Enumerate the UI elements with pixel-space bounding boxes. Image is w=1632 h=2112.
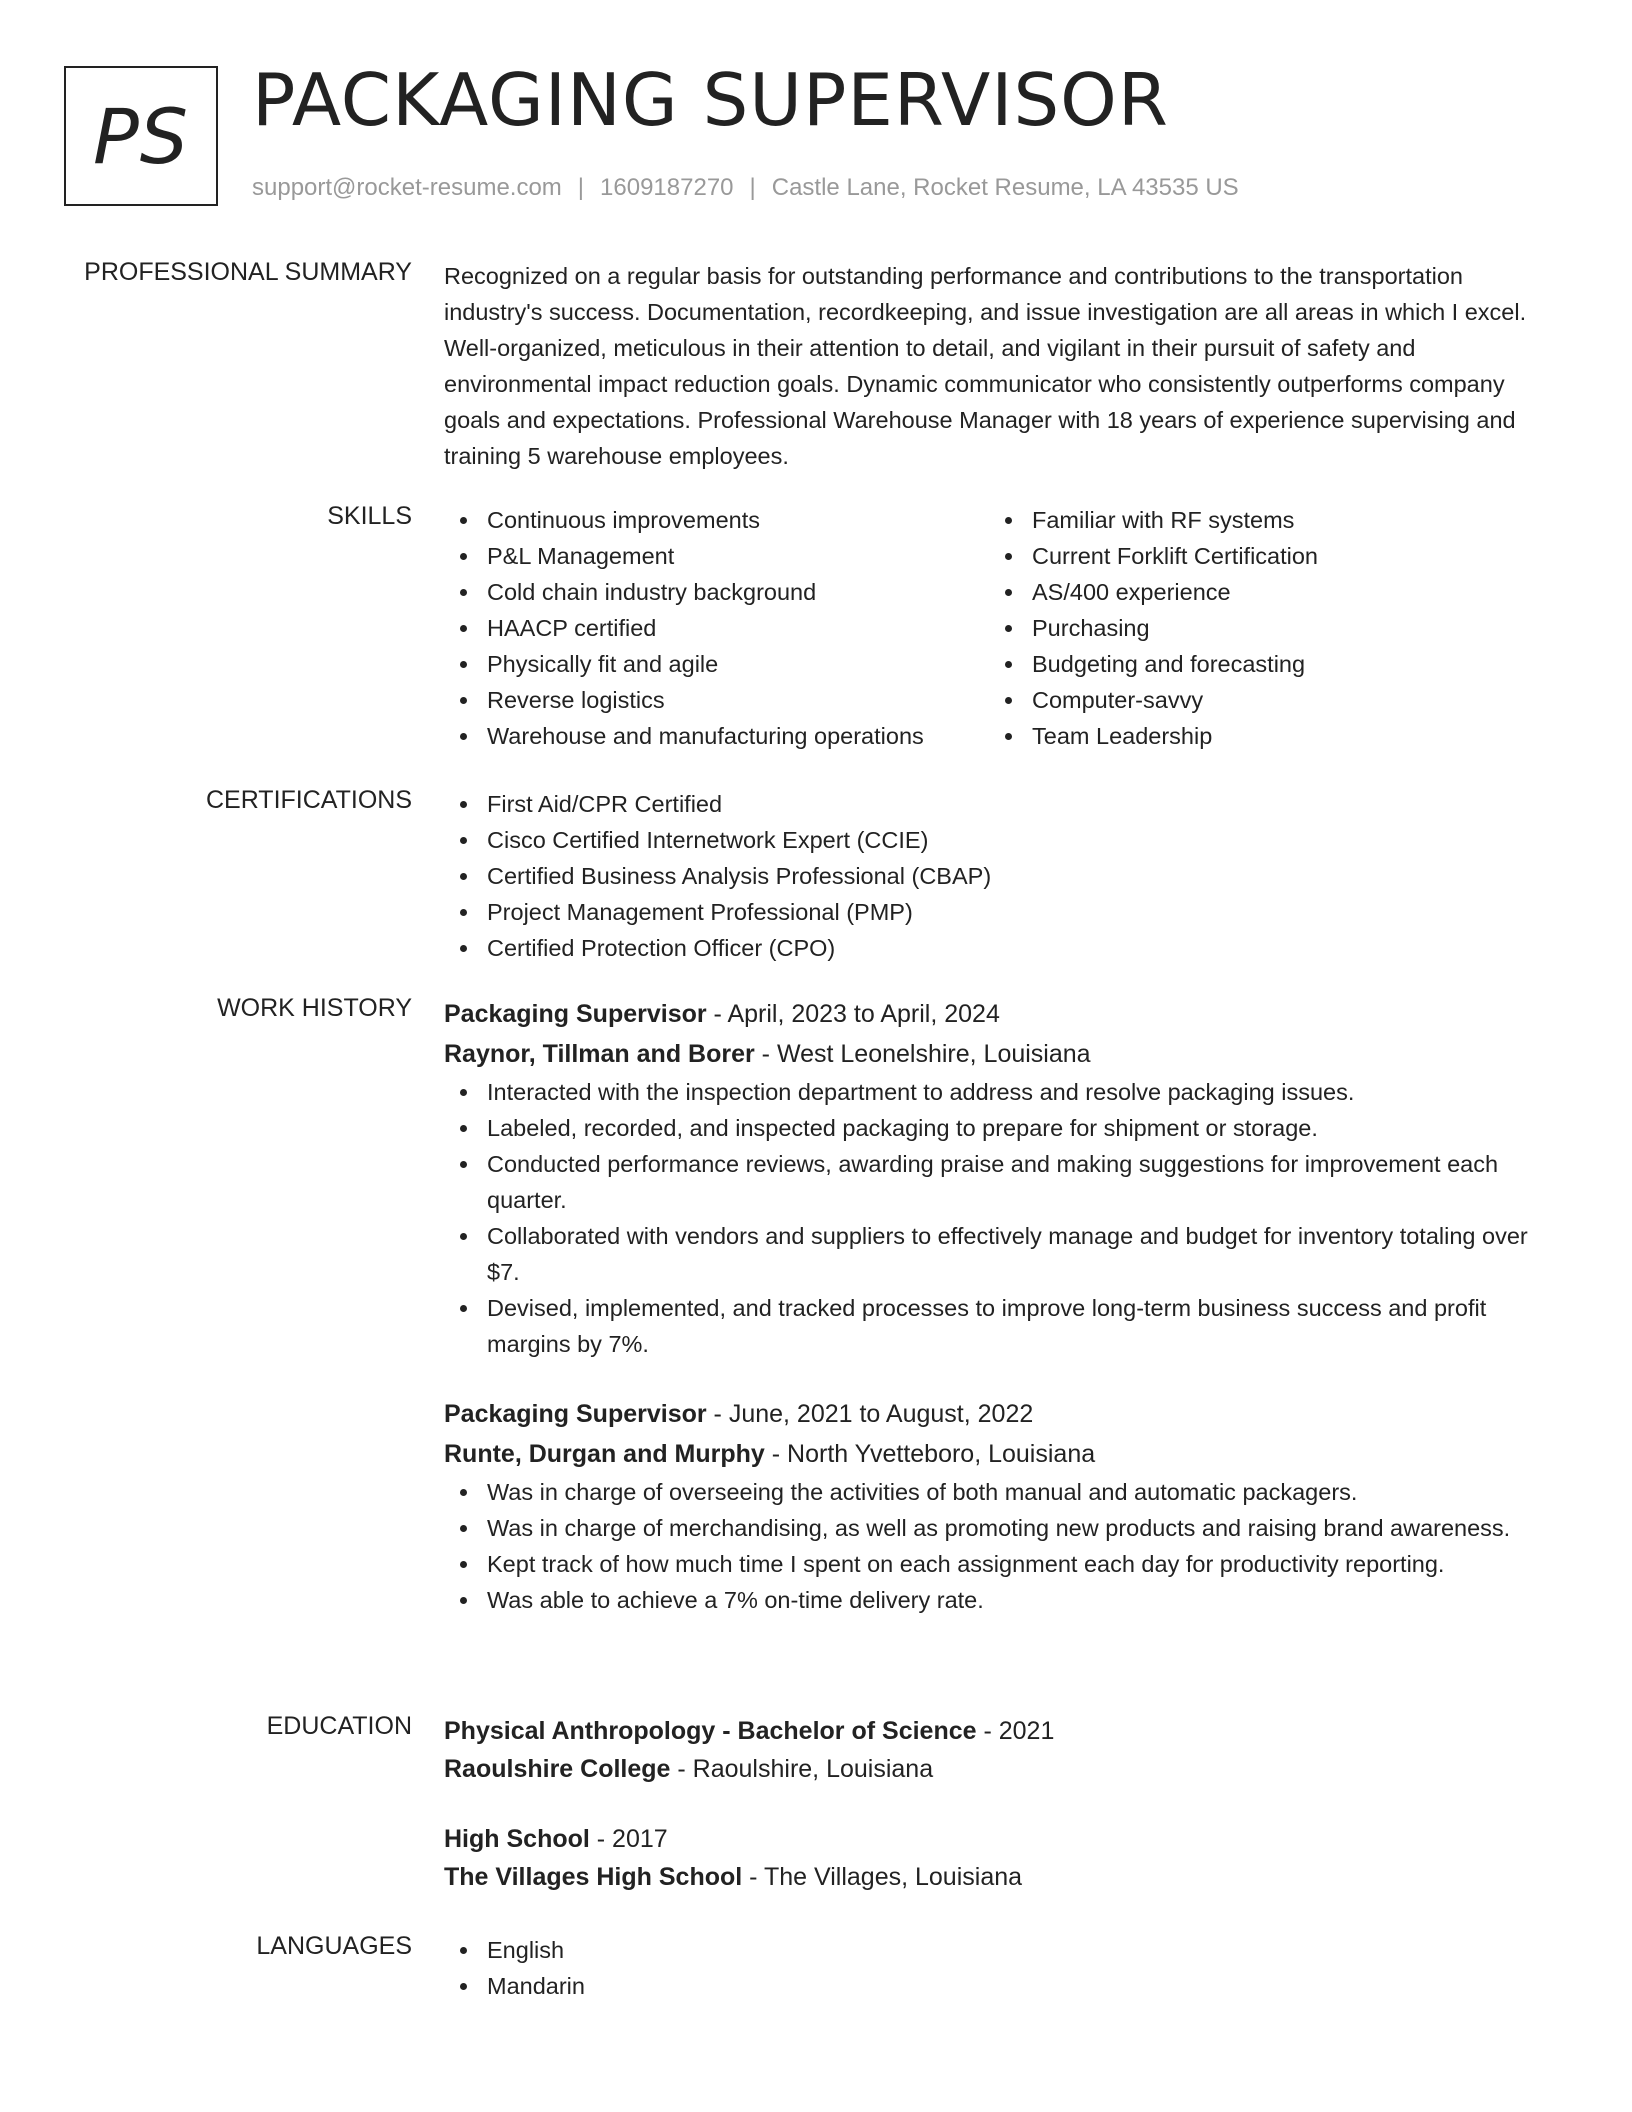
resume-header [0,0,1632,220]
job-company: Raynor, Tillman and Borer [444,1040,755,1068]
skills-list-left [444,502,989,754]
education-location: - The Villages, Louisiana [742,1863,1023,1891]
job-duty: Devised, implemented, and tracked processes to improve long-term business success and profit margins by 7%. [444,1290,1554,1362]
skill-item: Computer-savvy [989,682,1529,718]
certification-item: Certified Business Analysis Professional (CBAP) [444,858,1554,894]
job-duty: Conducted performance reviews, awarding praise and making suggestions for improvement each quarter. [444,1146,1554,1218]
education-entry [444,1820,1554,1896]
skill-item: Cold chain industry background [444,574,989,610]
education-school-line [444,1750,1554,1788]
contact-line [252,174,1239,202]
job-duties-list [444,1474,1554,1618]
skill-item: Current Forklift Certification [989,538,1529,574]
education-school-line [444,1858,1554,1896]
job-location: - North Yvetteboro, Louisiana [764,1440,1096,1468]
languages-list [444,1932,1554,2004]
education-degree-line [444,1820,1554,1858]
education-degree: Physical Anthropology - Bachelor of Science [444,1717,977,1745]
job-duty: Kept track of how much time I spent on each assignment each day for productivity reporting. [444,1546,1554,1582]
education-school: The Villages High School [444,1863,743,1891]
job-duty: Labeled, recorded, and inspected packaging to prepare for shipment or storage. [444,1110,1554,1146]
job-duty: Collaborated with vendors and suppliers to effectively manage and budget for inventory totaling over $7. [444,1218,1554,1290]
education-year: - 2017 [589,1825,668,1853]
job-title-line [444,994,1554,1034]
skill-item: Warehouse and manufacturing operations [444,718,989,754]
section-heading-certifications: CERTIFICATIONS [205,786,412,814]
section-heading-education: EDUCATION [266,1712,412,1740]
job-title-line [444,1394,1554,1434]
skill-item: Purchasing [989,610,1529,646]
job-location: - West Leonelshire, Louisiana [754,1040,1091,1068]
certification-item: Cisco Certified Internetwork Expert (CCIE) [444,822,1554,858]
skill-item: Budgeting and forecasting [989,646,1529,682]
job-entry [444,1394,1554,1618]
education-degree: High School [444,1825,590,1853]
language-item: Mandarin [444,1968,1554,2004]
education-school: Raoulshire College [444,1755,671,1783]
section-heading-skills: SKILLS [327,502,412,530]
contact-phone[interactable]: 1609187270 [600,174,734,201]
skill-item: Reverse logistics [444,682,989,718]
certification-item: Certified Protection Officer (CPO) [444,930,1554,966]
job-title: Packaging Supervisor [444,1400,707,1428]
section-heading-work-history: WORK HISTORY [217,994,412,1022]
certification-item: First Aid/CPR Certified [444,786,1554,822]
job-company-line [444,1434,1554,1474]
skill-item: HAACP certified [444,610,989,646]
certification-item: Project Management Professional (PMP) [444,894,1554,930]
skill-item: Physically fit and agile [444,646,989,682]
contact-separator: | [749,174,756,201]
job-company: Runte, Durgan and Murphy [444,1440,765,1468]
skill-item: AS/400 experience [989,574,1529,610]
initials-monogram: PS [64,66,218,206]
contact-address: Castle Lane, Rocket Resume, LA 43535 US [771,174,1239,201]
job-company-line [444,1034,1554,1074]
education-year: - 2021 [976,1717,1055,1745]
contact-email[interactable]: support@rocket-resume.com [252,174,562,201]
resume-title: PACKAGING SUPERVISOR [252,58,1169,142]
summary-text: Recognized on a regular basis for outstanding performance and contributions to the transportation industry's success. Documentation, recordkeeping, and issue investigation are all areas in which I excel. Well-organized, meticulous in their attention to detail, and vigilant in their pursuit of safety and environmental impact reduction goals. Dynamic communicator who consistently outperforms company goals and expectations. Professional Warehouse Manager with 18 years of experience supervising and training 5 warehouse employees. [444,263,1527,469]
skill-item: Continuous improvements [444,502,989,538]
certifications-list [444,786,1554,966]
education-degree-line [444,1712,1554,1750]
section-heading-languages: LANGUAGES [256,1932,412,1960]
education-entry [444,1712,1554,1788]
skill-item: Familiar with RF systems [989,502,1529,538]
skill-item: P&L Management [444,538,989,574]
skill-item: Team Leadership [989,718,1529,754]
job-duty: Was in charge of merchandising, as well as promoting new products and raising brand awareness. [444,1510,1554,1546]
language-item: English [444,1932,1554,1968]
job-title: Packaging Supervisor [444,1000,707,1028]
section-heading-summary: PROFESSIONAL SUMMARY [84,258,412,286]
job-duty: Was in charge of overseeing the activities of both manual and automatic packagers. [444,1474,1554,1510]
education-location: - Raoulshire, Louisiana [670,1755,934,1783]
job-dates: - April, 2023 to April, 2024 [706,1000,1000,1028]
job-entry [444,994,1554,1362]
contact-separator: | [577,174,585,201]
job-duty: Was able to achieve a 7% on-time delivery rate. [444,1582,1554,1618]
job-duty: Interacted with the inspection department to address and resolve packaging issues. [444,1074,1554,1110]
skills-list-right [989,502,1529,754]
job-duties-list [444,1074,1554,1362]
job-dates: - June, 2021 to August, 2022 [706,1400,1034,1428]
